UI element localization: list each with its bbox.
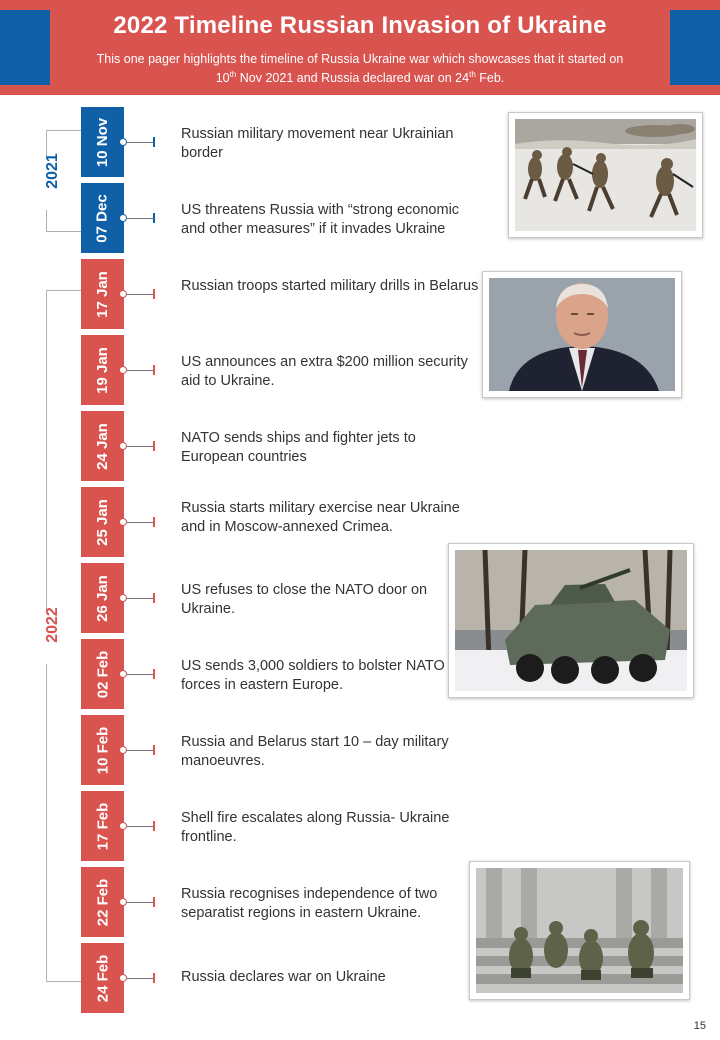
date-label: 17 Feb — [94, 802, 111, 850]
event-description: Russia declares war on Ukraine — [181, 969, 386, 985]
connector-tick — [153, 669, 155, 679]
connector-tick — [153, 365, 155, 375]
date-label: 17 Jan — [94, 270, 112, 318]
portrait-image — [489, 278, 675, 391]
event-description: Russia and Belarus start 10 – day military manoeuvres. — [181, 734, 449, 769]
soldiers-resting-image — [476, 868, 683, 993]
event-description: Russian military movement near Ukrainian border — [181, 126, 454, 161]
connector-tick — [153, 897, 155, 907]
connector-line — [126, 142, 154, 143]
subtitle-part-1: This one pager highlights the timeline of Russia Ukraine war which showcases that it started on 10 — [96, 52, 624, 86]
date-box — [81, 867, 124, 937]
connector-tick — [153, 213, 155, 223]
page-number: 15 — [693, 1020, 706, 1032]
year-label-2021 — [35, 153, 61, 210]
connector-line — [126, 218, 154, 219]
event-description: Russian troops started military drills in Belarus — [181, 278, 479, 294]
photo-portrait — [482, 271, 682, 398]
connector-line — [126, 826, 154, 827]
event-description: Russia starts military exercise near Ukraine and in Moscow-annexed Crimea. — [181, 500, 460, 535]
connector-line — [126, 598, 154, 599]
page-subtitle — [90, 51, 630, 86]
year-label-2022 — [35, 607, 61, 664]
connector-tick — [153, 517, 155, 527]
event-description: US refuses to close the NATO door on Ukraine. — [181, 582, 428, 617]
event-description: Shell fire escalates along Russia- Ukraine frontline. — [181, 810, 450, 845]
date-label: 26 Jan — [94, 574, 112, 622]
connector-line — [126, 370, 154, 371]
date-label: 07 Dec — [94, 193, 111, 243]
connector-tick — [153, 289, 155, 299]
connector-line — [126, 978, 154, 979]
year-2021-text: 2021 — [43, 153, 61, 189]
date-label: 10 Feb — [94, 726, 111, 774]
date-label: 02 Feb — [94, 650, 111, 698]
photo-soldiers-resting — [469, 861, 690, 1000]
header-right-block — [670, 10, 720, 85]
date-box — [81, 563, 124, 633]
event-description: US threatens Russia with “strong economic and other measures” if it invades Ukraine — [181, 202, 460, 237]
date-box — [81, 487, 124, 557]
date-label: 24 Jan — [94, 422, 112, 470]
date-box — [81, 791, 124, 861]
connector-tick — [153, 137, 155, 147]
date-label: 10 Nov — [94, 117, 112, 167]
date-box — [81, 259, 124, 329]
connector-line — [126, 294, 154, 295]
date-box — [81, 639, 124, 709]
event-description: US sends 3,000 soldiers to bolster NATO forces in eastern Europe. — [181, 658, 445, 693]
photo-armored-vehicle — [448, 543, 694, 698]
connector-line — [126, 522, 154, 523]
date-label: 25 Jan — [94, 498, 112, 546]
connector-tick — [153, 821, 155, 831]
subtitle-sup-1: th — [229, 70, 237, 79]
subtitle-part-2: Nov 2021 and Russia declared war on 24 — [236, 71, 470, 86]
soldiers-snow-image — [515, 119, 696, 231]
connector-line — [126, 674, 154, 675]
event-description: Russia recognises independence of two separatist regions in eastern Ukraine. — [181, 886, 438, 921]
subtitle-part-3: Feb. — [475, 71, 505, 86]
connector-line — [126, 750, 154, 751]
connector-tick — [153, 973, 155, 983]
connector-line — [126, 902, 154, 903]
header-banner — [0, 0, 720, 95]
header-left-block — [0, 10, 50, 85]
subtitle-sup-2: th — [469, 70, 476, 79]
event-description: US announces an extra $200 million security aid to Ukraine. — [181, 354, 468, 389]
date-box — [81, 411, 124, 481]
event-description: NATO sends ships and fighter jets to European countries — [181, 430, 416, 465]
connector-tick — [153, 593, 155, 603]
date-label: 24 Feb — [94, 954, 111, 1002]
armored-vehicle-image — [455, 550, 687, 691]
year-2022-text: 2022 — [43, 607, 61, 643]
date-box — [81, 943, 124, 1013]
date-box — [81, 335, 124, 405]
photo-soldiers-snow — [508, 112, 703, 238]
date-label: 22 Feb — [94, 878, 111, 926]
date-box — [81, 715, 124, 785]
connector-tick — [153, 745, 155, 755]
date-box — [81, 107, 124, 177]
connector-line — [126, 446, 154, 447]
date-box — [81, 183, 124, 253]
connector-tick — [153, 441, 155, 451]
page-title: 2022 Timeline Russian Invasion of Ukraine — [113, 12, 607, 39]
date-label: 19 Jan — [94, 346, 112, 394]
